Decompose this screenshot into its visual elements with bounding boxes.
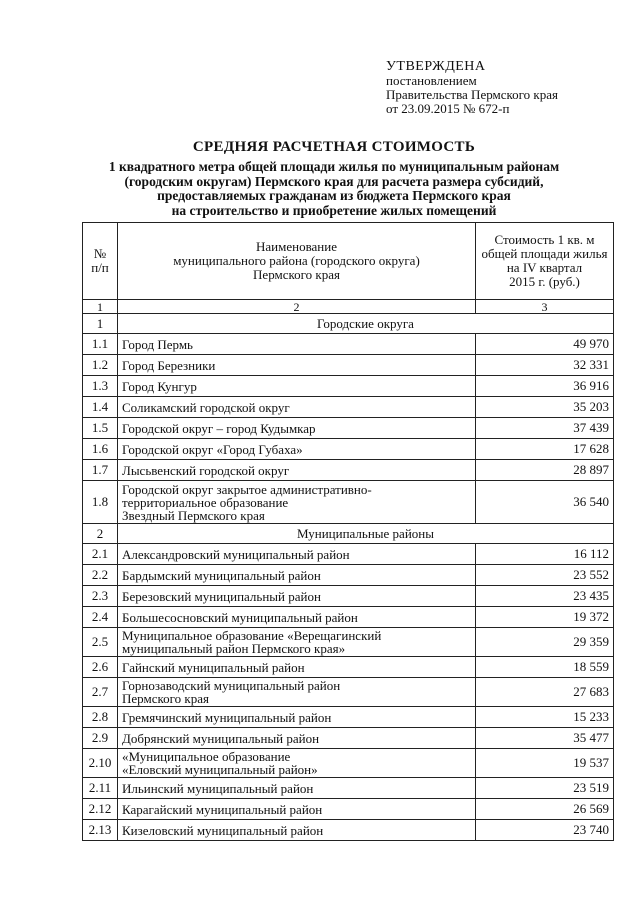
row-number: 2.11 — [83, 778, 118, 799]
table-row — [83, 565, 614, 586]
row-name — [118, 799, 476, 820]
section-number: 1 — [83, 314, 118, 334]
row-number: 1.1 — [83, 334, 118, 355]
row-name-line: Большесосновский муниципальный район — [122, 609, 358, 625]
row-number: 1.4 — [83, 397, 118, 418]
row-value: 29 359 — [476, 628, 614, 657]
table-row — [83, 586, 614, 607]
row-number: 1.2 — [83, 355, 118, 376]
row-number: 2.8 — [83, 707, 118, 728]
row-value: 28 897 — [476, 460, 614, 481]
row-value: 26 569 — [476, 799, 614, 820]
row-name — [118, 460, 476, 481]
row-name — [118, 586, 476, 607]
row-name — [118, 439, 476, 460]
row-name — [118, 607, 476, 628]
row-number: 2.1 — [83, 544, 118, 565]
row-value: 36 540 — [476, 481, 614, 524]
column-number: 1 — [83, 300, 118, 314]
row-value: 19 537 — [476, 749, 614, 778]
section-row — [83, 314, 614, 334]
row-value: 35 477 — [476, 728, 614, 749]
section-label: Муниципальные районы — [118, 524, 614, 544]
row-name-line: «Муниципальное образование — [122, 749, 291, 764]
row-name-line: Березовский муниципальный район — [122, 588, 321, 604]
row-name — [118, 628, 476, 657]
row-name — [118, 749, 476, 778]
row-number: 2.4 — [83, 607, 118, 628]
row-name-line: Пермского края — [122, 691, 209, 706]
row-number: 1.6 — [83, 439, 118, 460]
row-name — [118, 418, 476, 439]
row-name-line: Городской округ закрытое административно- — [122, 481, 372, 497]
table-row — [83, 376, 614, 397]
row-name-line: Городской округ – город Кудымкар — [122, 420, 316, 436]
table-row — [83, 678, 614, 707]
row-name — [118, 820, 476, 841]
row-number: 1.7 — [83, 460, 118, 481]
row-name — [118, 397, 476, 418]
section-row — [83, 524, 614, 544]
row-value: 36 916 — [476, 376, 614, 397]
row-name-line: Лысьвенский городской округ — [122, 462, 290, 478]
row-name-line: Ильинский муниципальный район — [122, 780, 314, 796]
table-row — [83, 628, 614, 657]
approval-line: от 23.09.2015 № 672-п — [386, 101, 510, 116]
row-number: 2.3 — [83, 586, 118, 607]
row-name-line: Карагайский муниципальный район — [122, 801, 323, 817]
table-row — [83, 778, 614, 799]
row-name-line: муниципальный район Пермского края» — [122, 641, 346, 656]
table-row — [83, 544, 614, 565]
subtitle-line: (городским округам) Пермского края для расчета размера субсидий, — [124, 173, 544, 189]
table-row — [83, 707, 614, 728]
row-name — [118, 678, 476, 707]
table-row — [83, 418, 614, 439]
row-name-line: Добрянский муниципальный район — [122, 730, 320, 746]
row-name — [118, 481, 476, 524]
column-numbers-row — [83, 300, 614, 314]
row-value: 23 552 — [476, 565, 614, 586]
row-value: 49 970 — [476, 334, 614, 355]
table-row — [83, 334, 614, 355]
row-name — [118, 376, 476, 397]
table-row — [83, 460, 614, 481]
row-name — [118, 334, 476, 355]
row-name — [118, 657, 476, 678]
row-name — [118, 728, 476, 749]
row-value: 23 740 — [476, 820, 614, 841]
table-header-row — [83, 223, 614, 300]
row-number: 1.5 — [83, 418, 118, 439]
row-name-line: «Еловский муниципальный район» — [122, 762, 318, 777]
row-value: 35 203 — [476, 397, 614, 418]
section-label: Городские округа — [118, 314, 614, 334]
row-name-line: Звездный Пермского края — [122, 507, 265, 523]
document-subtitle — [60, 160, 608, 218]
row-number: 1.8 — [83, 481, 118, 524]
row-number: 2.10 — [83, 749, 118, 778]
approval-line: Правительства Пермского края — [386, 87, 558, 102]
row-name-line: Гремячинский муниципальный район — [122, 709, 332, 725]
row-name — [118, 707, 476, 728]
row-value: 37 439 — [476, 418, 614, 439]
row-value: 16 112 — [476, 544, 614, 565]
row-name-line: Муниципальное образование «Верещагинский — [122, 628, 382, 643]
table-row — [83, 728, 614, 749]
row-name — [118, 544, 476, 565]
row-value: 15 233 — [476, 707, 614, 728]
row-value: 27 683 — [476, 678, 614, 707]
row-name-line: Александровский муниципальный район — [122, 546, 350, 562]
header-cost: Стоимость 1 кв. м общей площади жилья на IV квартал 2015 г. (руб.) — [476, 223, 614, 300]
table-row — [83, 799, 614, 820]
cost-table — [82, 222, 614, 841]
row-name-line: Гайнский муниципальный район — [122, 659, 305, 675]
row-name — [118, 355, 476, 376]
table-row — [83, 481, 614, 524]
row-name-line: Город Березники — [122, 357, 216, 373]
row-number: 2.6 — [83, 657, 118, 678]
row-value: 32 331 — [476, 355, 614, 376]
column-number: 2 — [118, 300, 476, 314]
row-number: 2.2 — [83, 565, 118, 586]
row-number: 2.9 — [83, 728, 118, 749]
subtitle-line: 1 квадратного метра общей площади жилья по муниципальным районам — [108, 159, 560, 174]
subtitle-line: предоставляемых гражданам из бюджета Пермского края — [157, 188, 511, 203]
row-name — [118, 565, 476, 586]
section-number: 2 — [83, 524, 118, 544]
row-value: 23 519 — [476, 778, 614, 799]
table-row — [83, 397, 614, 418]
table-row — [83, 820, 614, 841]
row-name-line: Соликамский городской округ — [122, 399, 290, 415]
row-value: 17 628 — [476, 439, 614, 460]
document-title: СРЕДНЯЯ РАСЧЕТНАЯ СТОИМОСТЬ — [192, 139, 476, 155]
row-name-line: Городской округ «Город Губаха» — [122, 441, 303, 457]
row-number: 1.3 — [83, 376, 118, 397]
column-number: 3 — [476, 300, 614, 314]
table-row — [83, 607, 614, 628]
row-name-line: Город Кунгур — [122, 378, 197, 394]
row-name-line: Бардымский муниципальный район — [122, 567, 321, 583]
subtitle-line: на строительство и приобретение жилых помещений — [171, 202, 497, 218]
row-value: 18 559 — [476, 657, 614, 678]
approval-title: УТВЕРЖДЕНА — [386, 59, 486, 74]
header-name: Наименование муниципального района (городского округа) Пермского края — [118, 223, 476, 300]
table-body — [83, 314, 614, 841]
table-row — [83, 439, 614, 460]
row-name-line: Горнозаводский муниципальный район — [122, 678, 341, 693]
row-number: 2.12 — [83, 799, 118, 820]
table-row — [83, 749, 614, 778]
row-value: 23 435 — [476, 586, 614, 607]
row-name-line: Город Пермь — [122, 336, 193, 352]
table-row — [83, 355, 614, 376]
row-number: 2.13 — [83, 820, 118, 841]
row-number: 2.7 — [83, 678, 118, 707]
approval-line: постановлением — [386, 73, 477, 88]
row-number: 2.5 — [83, 628, 118, 657]
approval-stamp — [386, 60, 626, 116]
table-row — [83, 657, 614, 678]
row-name — [118, 778, 476, 799]
row-value: 19 372 — [476, 607, 614, 628]
row-name-line: Кизеловский муниципальный район — [122, 822, 324, 838]
row-name-line: территориальное образование — [122, 494, 289, 510]
header-number: № п/п — [83, 223, 118, 300]
